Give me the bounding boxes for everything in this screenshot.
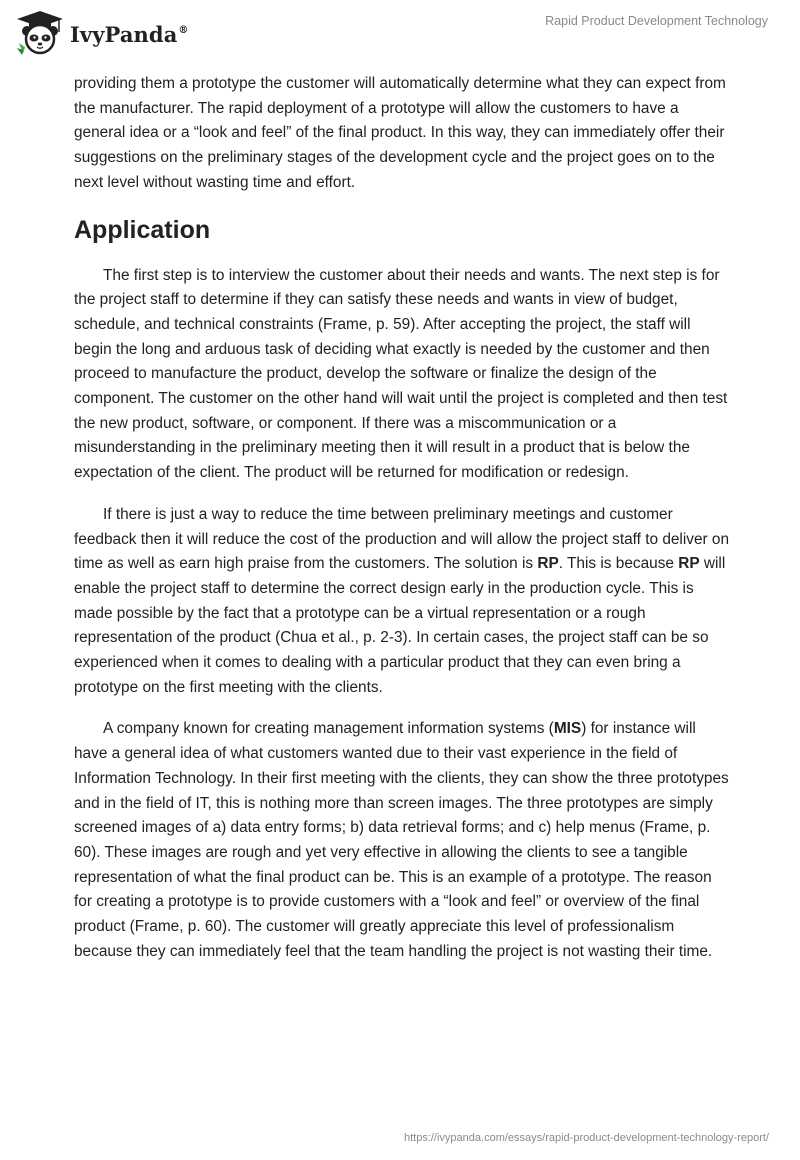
- page-header: [0, 0, 800, 64]
- panda-graduate-icon: [14, 10, 66, 56]
- mis-term: MIS: [553, 720, 582, 738]
- source-url[interactable]: https://ivypanda.com/essays/rapid-product-development-technology-report/: [403, 1132, 769, 1144]
- ivypanda-logo[interactable]: [14, 10, 189, 56]
- article-body: [74, 72, 730, 982]
- section-heading: Application: [74, 215, 211, 244]
- paragraph-1: The first step is to interview the customer about their needs and wants. The next step is for the project staff to determine if they can satisfy these needs and wants in view of budget, schedule, and technical constraints (Frame, p. 59). After accepting the project, the staff will begin the long and arduous task of deciding what exactly is needed by the customer and then proceed to manufacture the product, develop the software or finalize the design of the component. The customer on the other hand will wait until the project is completed and then test the new product, software, or component. If there was a miscommunication or a misunderstanding in the preliminary meeting then it will result in a product that is below the expectation of the client. The product will be returned for modification or redesign.: [74, 266, 728, 482]
- registered-mark: ®: [178, 24, 189, 36]
- rp-term: RP: [537, 555, 559, 573]
- document-title: Rapid Product Development Technology: [545, 14, 768, 28]
- intro-paragraph: providing them a prototype the customer will automatically determine what they can expect from the manufacturer. The rapid deployment of a prototype will allow the customers to have a general idea or a “look and feel” of the final product. In this way, they can immediately offer their suggestions on the preliminary stages of the development cycle and the project goes on to the next level without wasting time and effort.: [74, 75, 726, 191]
- paragraph-3: A company known for creating management information systems (MIS) for instance will have a general idea of what customers wanted due to their vast experience in the field of Information Technology. In their first meeting with the clients, they can show the three prototypes and in the field of IT, this is nothing more than screen images. The three prototypes are simply screened images of a) data entry forms; b) data retrieval forms; and c) help menus (Frame, p. 60). These images are rough and yet very effective in allowing the clients to see a tangible representation of what the final product can be. This is an example of a prototype. The reason for creating a prototype is to provide customers with a “look and feel” or overview of the final product (Frame, p. 60). The customer will greatly appreciate this level of professionalism because they can immediately feel that the team handling the project is not wasting their time.: [74, 720, 729, 960]
- brand-name: IvyPanda®: [70, 21, 189, 47]
- paragraph-2: If there is just a way to reduce the time between preliminary meetings and customer feedback then it will reduce the cost of the production and will allow the project staff to deliver on time as well as earn high praise from the customers. The solution is RP. This is because RP will enable the project staff to determine the correct design early in the production cycle. This is made possible by the fact that a prototype can be a virtual representation or a rough representation of the product (Chua et al., p. 2-3). In certain cases, the project staff can be so experienced when it comes to dealing with a particular product that they can even bring a prototype on the first meeting with the clients.: [74, 505, 730, 696]
- rp-term: RP: [678, 555, 700, 573]
